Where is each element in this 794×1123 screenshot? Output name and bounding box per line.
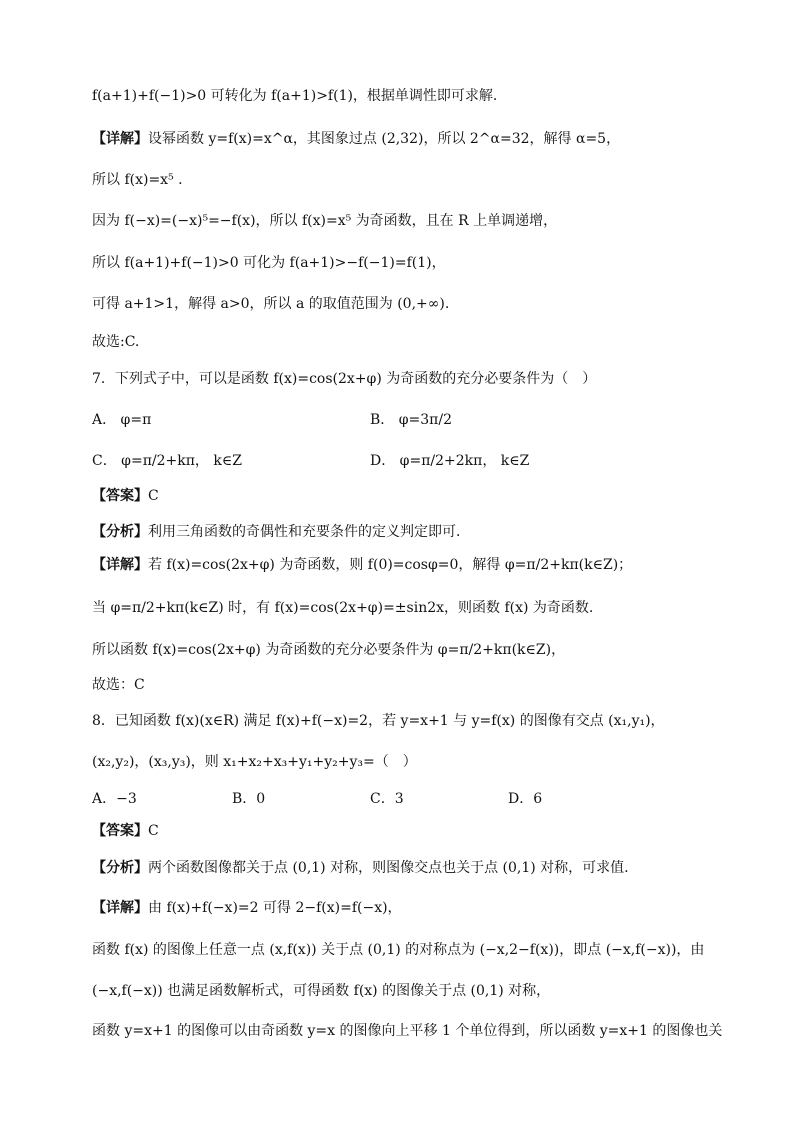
option-c: C．3 bbox=[370, 791, 404, 807]
answer-tag: 【答案】 bbox=[92, 488, 148, 504]
text-line: 当 φ=π/2+kπ(k∈Z) 时，有 f(x)=cos(2x+φ)=±sin2x，则函数 f(x) 为奇函数. bbox=[92, 600, 594, 616]
detail-tag: 【详解】 bbox=[92, 131, 148, 147]
analysis-tag: 【分析】 bbox=[92, 860, 148, 876]
analysis-tag: 【分析】 bbox=[92, 524, 148, 540]
text-line: 函数 f(x) 的图像上任意一点 (x,f(x)) 关于点 (0,1) 的对称点为 (−x,2−f(x))，即点 (−x,f(−x))，由 bbox=[92, 942, 705, 958]
option-a: A．−3 bbox=[92, 791, 137, 807]
text-line: 因为 f(−x)=(−x)⁵=−f(x)，所以 f(x)=x⁵ 为奇函数，且在 R 上单调递增， bbox=[92, 213, 558, 229]
text-line: (−x,f(−x)) 也满足函数解析式，可得函数 f(x) 的图像关于点 (0,1) 对称， bbox=[92, 983, 551, 999]
option-c: C． φ=π/2+kπ， k∈Z bbox=[92, 453, 242, 469]
text-line: 故选：C bbox=[92, 677, 145, 693]
option-b: B． φ=3π/2 bbox=[370, 412, 453, 428]
option-a: A． φ=π bbox=[92, 412, 152, 428]
text-line: 故选:C. bbox=[92, 334, 140, 350]
detail-line: 【详解】由 f(x)+f(−x)=2 可得 2−f(x)=f(−x)， bbox=[92, 900, 402, 916]
text-line: f(a+1)+f(−1)>0 可转化为 f(a+1)>f(1)，根据单调性即可求解. bbox=[92, 88, 498, 104]
analysis-line: 【分析】两个函数图像都关于点 (0,1) 对称，则图像交点也关于点 (0,1) 对称，可求值. bbox=[92, 860, 629, 876]
answer-line: 【答案】C bbox=[92, 488, 159, 504]
analysis-line: 【分析】利用三角函数的奇偶性和充要条件的定义判定即可． bbox=[92, 524, 470, 540]
detail-line: 【详解】设幂函数 y=f(x)=x^α，其图象过点 (2,32)，所以 2^α=32，解得 α=5， bbox=[92, 131, 621, 147]
text-line: 所以函数 f(x)=cos(2x+φ) 为奇函数的充分必要条件为 φ=π/2+kπ(k∈Z)， bbox=[92, 642, 566, 658]
question-8: 8．已知函数 f(x)(x∈R) 满足 f(x)+f(−x)=2，若 y=x+1 与 y=f(x) 的图像有交点 (x₁,y₁)， bbox=[92, 713, 665, 729]
text-line: 所以 f(a+1)+f(−1)>0 可化为 f(a+1)>−f(−1)=f(1)， bbox=[92, 255, 446, 271]
answer-line: 【答案】C bbox=[92, 823, 159, 839]
option-d: D．6 bbox=[508, 791, 543, 807]
detail-tag: 【详解】 bbox=[92, 900, 148, 916]
detail-line: 【详解】若 f(x)=cos(2x+φ) 为奇函数，则 f(0)=cosφ=0，解得 φ=π/2+kπ(k∈Z)； bbox=[92, 557, 633, 573]
text-line: 可得 a+1>1，解得 a>0，所以 a 的取值范围为 (0,+∞). bbox=[92, 296, 450, 312]
answer-tag: 【答案】 bbox=[92, 823, 148, 839]
question-7: 7．下列式子中，可以是函数 f(x)=cos(2x+φ) 为奇函数的充分必要条件为（ ） bbox=[92, 371, 597, 387]
option-b: B．0 bbox=[232, 791, 266, 807]
option-d: D． φ=π/2+2kπ， k∈Z bbox=[370, 453, 530, 469]
text-line: 所以 f(x)=x⁵ . bbox=[92, 172, 183, 188]
detail-tag: 【详解】 bbox=[92, 557, 148, 573]
text-line: 函数 y=x+1 的图像可以由奇函数 y=x 的图像向上平移 1 个单位得到，所以函数 y=x+1 的图像也关 bbox=[92, 1023, 723, 1039]
question-8-cont: (x₂,y₂)，(x₃,y₃)，则 x₁+x₂+x₃+y₁+y₂+y₃=（ ） bbox=[92, 754, 417, 770]
